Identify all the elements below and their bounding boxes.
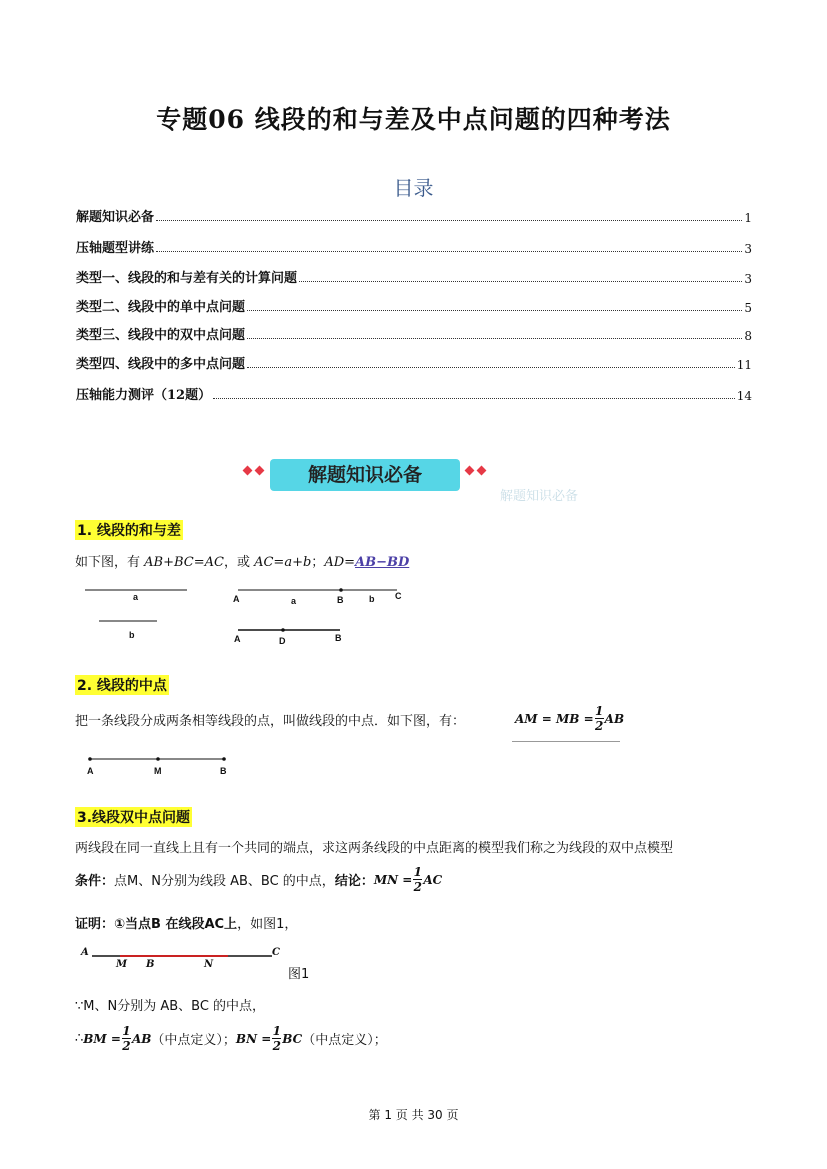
therefore-line (75, 1025, 387, 1052)
label-A: A (233, 594, 240, 604)
label-B: B (335, 633, 342, 643)
point-m (156, 757, 160, 761)
label-a: a (291, 596, 297, 606)
page-title: 专题06 线段的和与差及中点问题的四种考法 (156, 105, 671, 134)
equation: AB+BC=AC (144, 555, 224, 570)
formula-underline (512, 741, 620, 742)
toc-item[interactable] (76, 325, 752, 343)
label-B: B (220, 766, 227, 776)
label-C: C (272, 947, 280, 958)
label-B: B (337, 595, 344, 605)
toc-item-page: 14 (736, 389, 752, 403)
note: （中点定义）； (151, 1033, 236, 1048)
numerator: 1 (594, 704, 604, 718)
toc-leader-dots (247, 310, 742, 311)
toc-leader-dots (299, 281, 742, 282)
fraction (595, 705, 604, 732)
section-1-text (75, 551, 409, 570)
section-title-3: 3.线段双中点问题 (75, 807, 192, 827)
toc-item-label: 类型一、线段的和与差有关的计算问题 (76, 271, 298, 286)
denominator: 2 (594, 719, 604, 733)
toc-item[interactable] (76, 207, 752, 225)
toc-item-label: 解题知识必备 (76, 210, 155, 225)
conclusion-formula (374, 866, 442, 893)
formula-right: AB (131, 1031, 152, 1046)
label-b: b (369, 594, 375, 604)
equation: AD= (324, 555, 356, 570)
label-A: A (234, 634, 241, 644)
equation-link[interactable]: AB−BD (355, 555, 410, 570)
section-3-condition (75, 866, 442, 893)
toc-item[interactable] (76, 268, 752, 286)
midpoint-formula (515, 705, 624, 732)
proof-tail: ，如图1， (237, 917, 298, 932)
label-B: B (146, 959, 155, 970)
toc-item-label: 压轴题型讲练 (76, 241, 155, 256)
page-footer: 第 1 页 共 30 页 (368, 1108, 459, 1122)
condition-label: 条件： (75, 874, 115, 889)
point-a (88, 757, 92, 761)
toc-item[interactable] (76, 385, 752, 403)
numerator: 1 (413, 865, 422, 879)
toc-item-page: 3 (744, 242, 752, 256)
bm-formula (83, 1025, 151, 1052)
label-b: b (129, 630, 135, 640)
toc-item-page: 1 (744, 211, 752, 225)
therefore-symbol: ∴ (75, 1031, 84, 1046)
text: ，或 (223, 555, 255, 570)
toc-item-label: 压轴能力测评（12题） (76, 388, 212, 403)
toc-item-label: 类型二、线段中的单中点问题 (76, 300, 246, 315)
double-midpoint-figure (80, 946, 290, 966)
section-title-1: 1. 线段的和与差 (75, 520, 183, 540)
point-b (222, 757, 226, 761)
diamond-icon (243, 466, 253, 476)
diamond-icon (255, 466, 265, 476)
toc-item-page: 11 (736, 358, 752, 372)
equation: AC=a+b (254, 555, 312, 570)
section-banner (240, 455, 600, 505)
fraction (413, 866, 422, 893)
figure-caption: 图1 (288, 967, 310, 982)
toc-heading: 目录 (393, 176, 434, 200)
label-D: D (279, 636, 286, 646)
text: ； (311, 555, 325, 570)
formula-left: BN = (235, 1031, 272, 1046)
toc-item-label: 类型四、线段中的多中点问题 (76, 357, 246, 372)
condition-text: 点M、N分别为线段 AB、BC 的中点， (114, 874, 335, 889)
denominator: 2 (272, 1039, 281, 1053)
label-A: A (81, 947, 89, 958)
section-3-intro: 两线段在同一直线上且有一个共同的端点，求这两条线段的中点距离的模型我们称之为线段的双中点模型 (75, 841, 674, 856)
formula-left: AM = MB = (515, 711, 594, 726)
denominator: 2 (413, 880, 422, 894)
toc-leader-dots (156, 251, 742, 252)
label-C: C (395, 591, 402, 601)
label-N: N (204, 959, 214, 970)
formula-left: BM = (83, 1031, 121, 1046)
fraction (272, 1025, 281, 1052)
toc-leader-dots (213, 398, 735, 399)
formula-right: AC (423, 872, 443, 887)
banner-watermark: 解题知识必备 (500, 489, 579, 504)
point-b (339, 588, 343, 592)
toc-item-page: 8 (744, 329, 752, 343)
formula-right: BC (282, 1031, 303, 1046)
conclusion-label: 结论： (334, 874, 374, 889)
note: （中点定义）； (302, 1033, 387, 1048)
label-M: M (116, 959, 128, 970)
diamond-icon (477, 466, 487, 476)
label-M: M (154, 766, 162, 776)
toc-leader-dots (156, 220, 742, 221)
toc-item[interactable] (76, 297, 752, 315)
toc-item-page: 3 (744, 272, 752, 286)
proof-label: 证明： (75, 917, 115, 932)
toc-leader-dots (247, 338, 742, 339)
text: 如下图，有 (75, 555, 145, 570)
section-2-text: 把一条线段分成两条相等线段的点，叫做线段的中点．如下图，有： (75, 714, 466, 729)
banner-label: 解题知识必备 (270, 459, 460, 491)
label-A: A (87, 766, 94, 776)
diamond-icon (465, 466, 475, 476)
formula-left: MN = (373, 872, 413, 887)
toc-item-label: 类型三、线段中的双中点问题 (76, 328, 246, 343)
toc-item[interactable] (76, 238, 752, 256)
fraction (122, 1025, 131, 1052)
denominator: 2 (122, 1039, 131, 1053)
toc-leader-dots (247, 367, 735, 368)
toc-item-page: 5 (744, 301, 752, 315)
proof-case: ①当点B 在线段AC上 (114, 917, 238, 932)
segment-sum-figure (75, 580, 415, 650)
numerator: 1 (122, 1024, 131, 1038)
bn-formula (236, 1025, 302, 1052)
section-title-2: 2. 线段的中点 (75, 675, 169, 695)
formula-right: AB (604, 711, 625, 726)
point-d (281, 628, 285, 632)
toc-item[interactable] (76, 354, 752, 372)
numerator: 1 (272, 1024, 281, 1038)
proof-line (75, 913, 297, 932)
since-line: ∵M、N分别为 AB、BC 的中点， (75, 999, 266, 1014)
label-a: a (133, 592, 139, 602)
